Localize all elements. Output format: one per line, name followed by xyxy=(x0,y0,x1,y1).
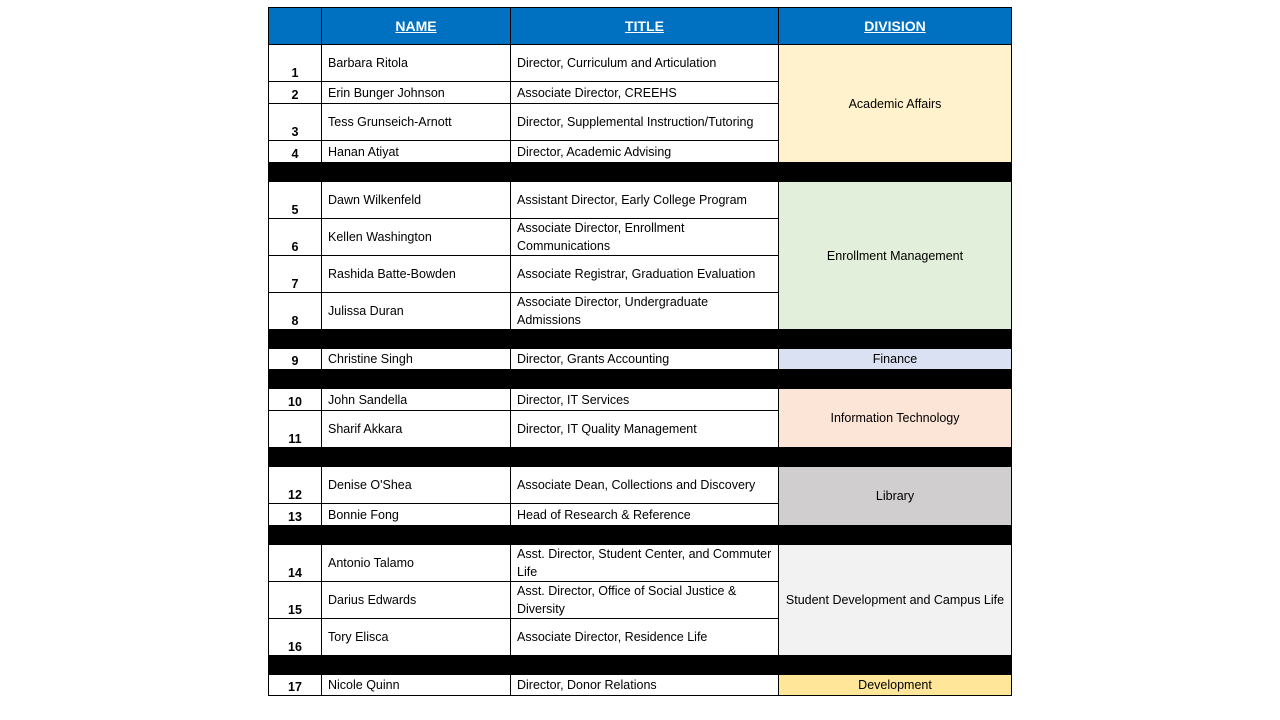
division-label: Library xyxy=(779,467,1012,526)
row-number: 7 xyxy=(269,256,322,293)
staff-title: Director, Curriculum and Articulation xyxy=(511,45,779,82)
group-separator xyxy=(269,526,1012,545)
table-row xyxy=(269,545,1012,582)
row-number: 2 xyxy=(269,82,322,104)
staff-name: Denise O'Shea xyxy=(322,467,511,504)
group-separator xyxy=(269,656,1012,675)
staff-title: Head of Research & Reference xyxy=(511,504,779,526)
table-row xyxy=(269,182,1012,219)
separator-bar xyxy=(269,448,1012,467)
row-number: 1 xyxy=(269,45,322,82)
group-separator xyxy=(269,163,1012,182)
row-number: 14 xyxy=(269,545,322,582)
row-number: 11 xyxy=(269,411,322,448)
staff-title: Director, Supplemental Instruction/Tutoring xyxy=(511,104,779,141)
staff-name: Kellen Washington xyxy=(322,219,511,256)
row-number: 4 xyxy=(269,141,322,163)
staff-title: Director, Grants Accounting xyxy=(511,349,779,370)
roster-body xyxy=(269,45,1012,696)
division-label: Enrollment Management xyxy=(779,182,1012,330)
separator-bar xyxy=(269,526,1012,545)
row-number: 15 xyxy=(269,582,322,619)
staff-name: Antonio Talamo xyxy=(322,545,511,582)
row-number: 16 xyxy=(269,619,322,656)
separator-bar xyxy=(269,330,1012,349)
staff-title: Associate Registrar, Graduation Evaluation xyxy=(511,256,779,293)
separator-bar xyxy=(269,656,1012,675)
row-number: 3 xyxy=(269,104,322,141)
table-row xyxy=(269,45,1012,82)
staff-name: Tess Grunseich-Arnott xyxy=(322,104,511,141)
row-number: 12 xyxy=(269,467,322,504)
division-label: Student Development and Campus Life xyxy=(779,545,1012,656)
separator-bar xyxy=(269,163,1012,182)
row-number: 5 xyxy=(269,182,322,219)
staff-name: Hanan Atiyat xyxy=(322,141,511,163)
group-separator xyxy=(269,370,1012,389)
header-division: DIVISION xyxy=(779,8,1012,45)
staff-name: Bonnie Fong xyxy=(322,504,511,526)
staff-name: Sharif Akkara xyxy=(322,411,511,448)
staff-name: Barbara Ritola xyxy=(322,45,511,82)
staff-title: Associate Director, Residence Life xyxy=(511,619,779,656)
staff-title: Associate Director, Undergraduate Admissions xyxy=(511,293,779,330)
division-label: Information Technology xyxy=(779,389,1012,448)
staff-title: Asst. Director, Student Center, and Commuter Life xyxy=(511,545,779,582)
header-name: NAME xyxy=(322,8,511,45)
staff-title: Associate Director, Enrollment Communications xyxy=(511,219,779,256)
staff-title: Director, IT Services xyxy=(511,389,779,411)
header-title: TITLE xyxy=(511,8,779,45)
row-number: 17 xyxy=(269,675,322,696)
staff-title: Director, IT Quality Management xyxy=(511,411,779,448)
table-row xyxy=(269,349,1012,370)
row-number: 6 xyxy=(269,219,322,256)
group-separator xyxy=(269,448,1012,467)
table-row xyxy=(269,467,1012,504)
division-label: Finance xyxy=(779,349,1012,370)
division-label: Development xyxy=(779,675,1012,696)
staff-name: Tory Elisca xyxy=(322,619,511,656)
staff-name: Darius Edwards xyxy=(322,582,511,619)
staff-title: Associate Director, CREEHS xyxy=(511,82,779,104)
staff-title: Associate Dean, Collections and Discovery xyxy=(511,467,779,504)
staff-name: Nicole Quinn xyxy=(322,675,511,696)
staff-name: Dawn Wilkenfeld xyxy=(322,182,511,219)
staff-title: Director, Academic Advising xyxy=(511,141,779,163)
staff-name: John Sandella xyxy=(322,389,511,411)
header-number xyxy=(269,8,322,45)
staff-roster-table xyxy=(268,7,1012,696)
row-number: 10 xyxy=(269,389,322,411)
row-number: 9 xyxy=(269,349,322,370)
separator-bar xyxy=(269,370,1012,389)
header-row xyxy=(269,8,1012,45)
table-row xyxy=(269,675,1012,696)
staff-name: Rashida Batte-Bowden xyxy=(322,256,511,293)
staff-title: Director, Donor Relations xyxy=(511,675,779,696)
table-row xyxy=(269,389,1012,411)
staff-name: Erin Bunger Johnson xyxy=(322,82,511,104)
staff-name: Christine Singh xyxy=(322,349,511,370)
staff-title: Asst. Director, Office of Social Justice & Diversity xyxy=(511,582,779,619)
row-number: 13 xyxy=(269,504,322,526)
staff-name: Julissa Duran xyxy=(322,293,511,330)
group-separator xyxy=(269,330,1012,349)
row-number: 8 xyxy=(269,293,322,330)
staff-title: Assistant Director, Early College Program xyxy=(511,182,779,219)
division-label: Academic Affairs xyxy=(779,45,1012,163)
